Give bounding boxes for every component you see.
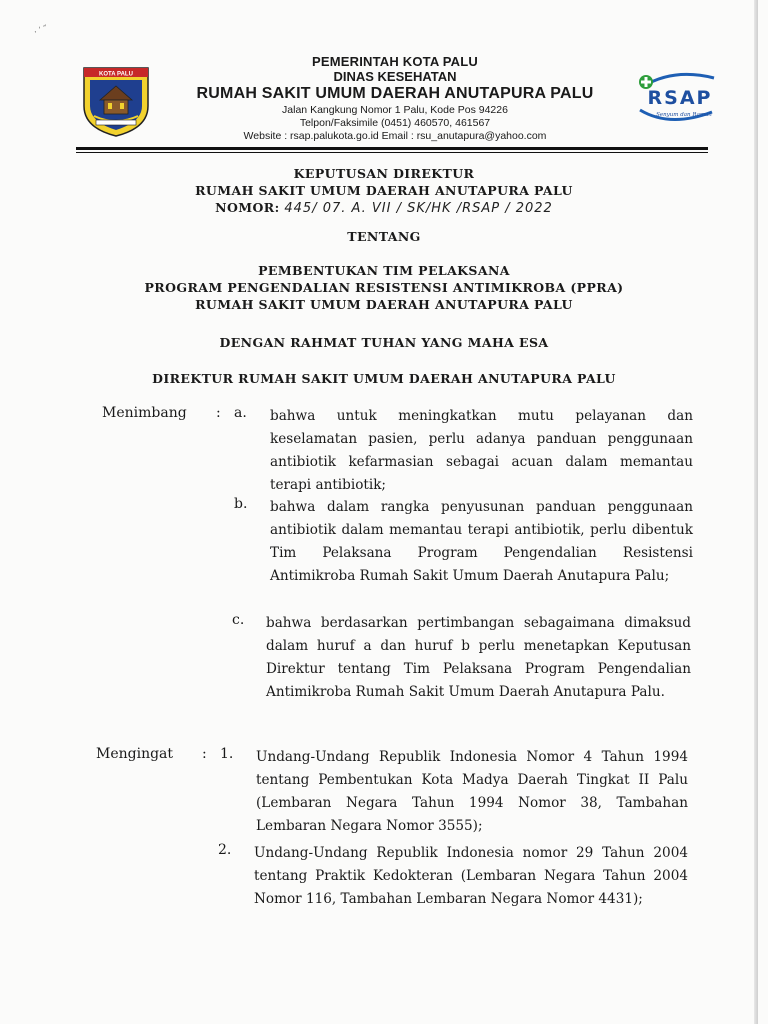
decree-number-handwritten: 445/ 07. A. VII / SK/HK /RSAP / 2022 <box>284 201 553 216</box>
mengingat-colon: : <box>202 746 207 762</box>
decree-title-line2: RUMAH SAKIT UMUM DAERAH ANUTAPURA PALU <box>195 183 573 198</box>
decree-title-line1: KEPUTUSAN DIREKTUR <box>293 166 475 181</box>
decree-subject-line3: RUMAH SAKIT UMUM DAERAH ANUTAPURA PALU <box>195 297 573 312</box>
menimbang-label: Menimbang <box>102 405 187 421</box>
menimbang-colon: : <box>216 405 221 421</box>
scan-marks: · ′ ″ <box>32 23 50 39</box>
rsap-logo-text: RSAP <box>647 87 713 109</box>
decree-number-label: NOMOR: <box>215 200 280 215</box>
letterhead-address: Jalan Kangkung Nomor 1 Palu, Kode Pos 94226 <box>282 104 508 116</box>
letterhead-rule-thin <box>76 152 708 153</box>
decree-subject-line2: PROGRAM PENGENDALIAN RESISTENSI ANTIMIKROBA (PPRA) <box>144 280 624 295</box>
blessing-line: DENGAN RAHMAT TUHAN YANG MAHA ESA <box>219 335 549 350</box>
director-line: DIREKTUR RUMAH SAKIT UMUM DAERAH ANUTAPURA PALU <box>152 371 616 386</box>
letterhead-phone: Telpon/Faksimile (0451) 460570, 461567 <box>299 117 491 129</box>
menimbang-item-a: bahwa untuk meningkatkan mutu pelayanan dan keselamatan pasien, perlu adanya panduan penggunaan antibiotik kefarmasian sebagai acuan dalam memantau terapi antibiotik; <box>270 408 693 493</box>
mengingat-item-marker: 2. <box>218 842 232 858</box>
decree-number-line <box>0 199 768 217</box>
kota-palu-logo <box>80 66 152 138</box>
tentang-heading: TENTANG <box>347 229 421 244</box>
letterhead-web: Website : rsap.palukota.go.id Email : rsu_anutapura@yahoo.com <box>243 130 547 142</box>
mengingat-item-marker: 1. <box>220 746 234 762</box>
logo-left-label: KOTA PALU <box>99 71 133 78</box>
mengingat-label: Mengingat <box>96 746 174 762</box>
mengingat-item-1: Undang-Undang Republik Indonesia Nomor 4 Tahun 1994 tentang Pembentukan Kota Madya Daerah Tingkat II Palu (Lembaran Negara Tahun 1994 Nomor 38, Tambahan Lembaran Negara Nomor 3555); <box>256 749 688 834</box>
menimbang-item-c: bahwa berdasarkan pertimbangan sebagaimana dimaksud dalam huruf a dan huruf b perlu menetapkan Keputusan Direktur tentang Tim Pelaksana Program Pengendalian Antimikroba Rumah Sakit Umum Daerah Anutapura Palu. <box>266 615 691 700</box>
letterhead-department: DINAS KESEHATAN <box>333 69 457 84</box>
rsap-logo <box>634 66 718 128</box>
menimbang-item-marker: b. <box>234 496 248 512</box>
decree-subject-line1: PEMBENTUKAN TIM PELAKSANA <box>258 263 510 278</box>
decree-subject <box>0 262 768 313</box>
mengingat-item-2: Undang-Undang Republik Indonesia nomor 29 Tahun 2004 tentang Praktik Kedokteran (Lembaran Negara Tahun 2004 Nomor 116, Tambahan Lembaran Negara Nomor 4431); <box>254 845 688 907</box>
letterhead-hospital-name: RUMAH SAKIT UMUM DAERAH ANUTAPURA PALU <box>196 85 594 102</box>
rsap-logo-tagline: Senyum dan Ramah <box>656 112 712 118</box>
menimbang-item-marker: c. <box>232 612 245 628</box>
menimbang-item-marker: a. <box>234 405 247 421</box>
decree-title <box>0 165 768 217</box>
menimbang-item-b: bahwa dalam rangka penyusunan panduan penggunaan antibiotik dalam memantau terapi antibiotik, perlu dibentuk Tim Pelaksana Program Pengendalian Resistensi Antimikroba Rumah Sakit Umum Daerah Anutapura Palu; <box>270 499 693 584</box>
scan-page-edge <box>754 0 758 1024</box>
letterhead-rule-thick <box>76 147 708 150</box>
letterhead <box>160 54 630 143</box>
letterhead-government: PEMERINTAH KOTA PALU <box>311 54 478 69</box>
